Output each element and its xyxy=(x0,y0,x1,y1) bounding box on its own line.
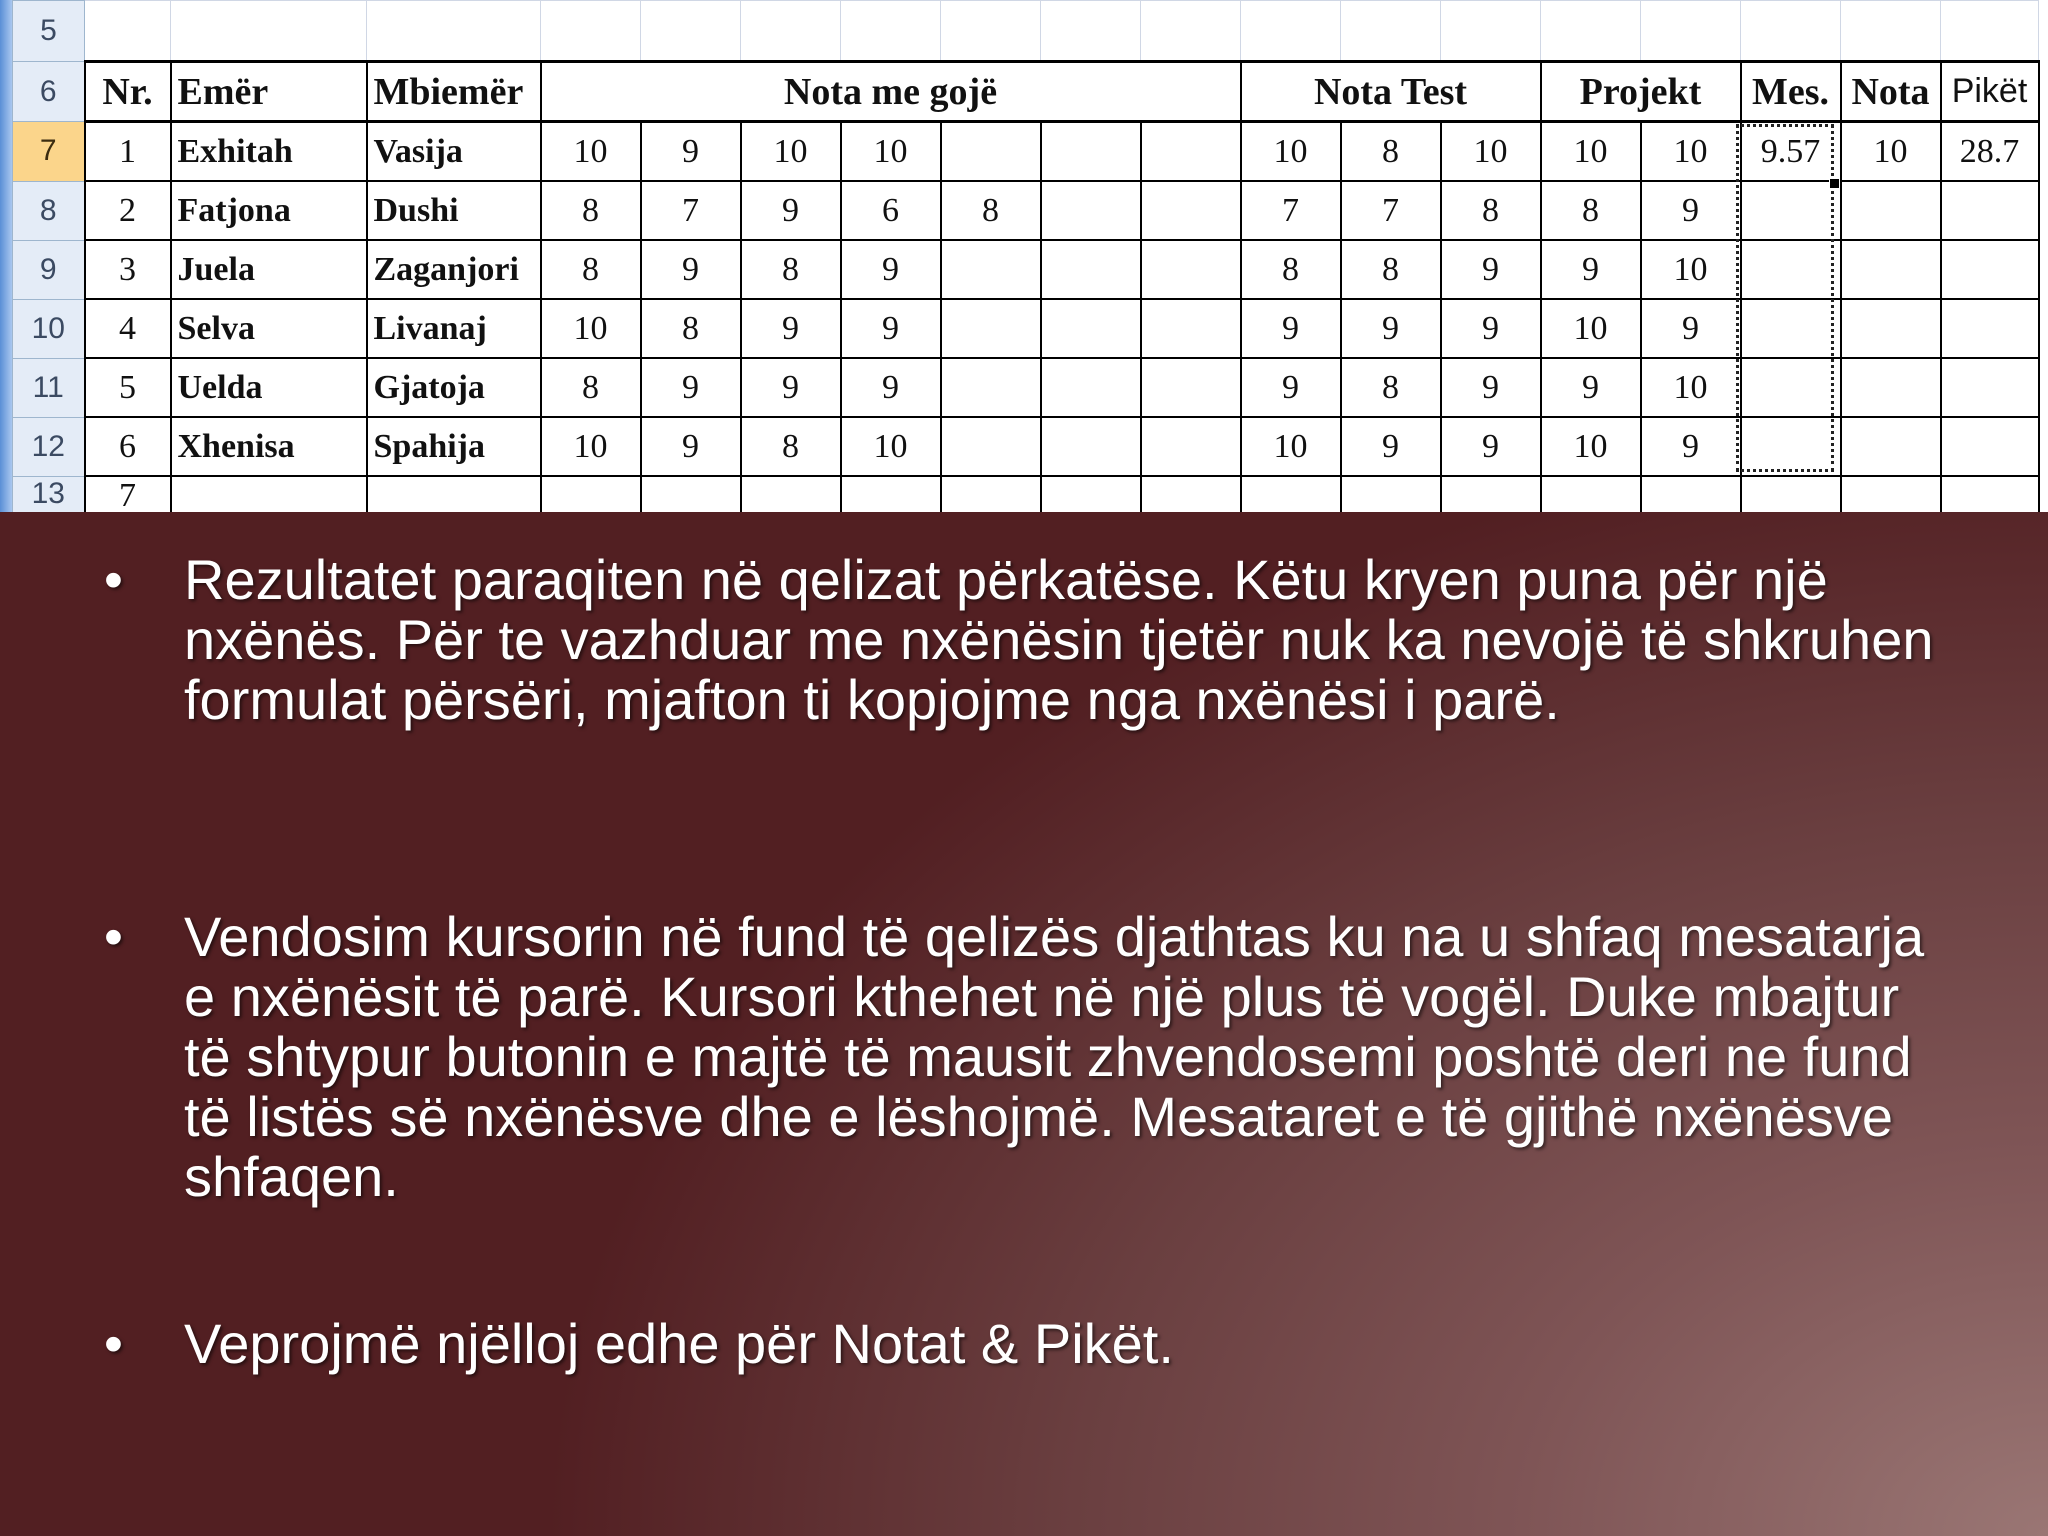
cell-nota-test[interactable]: 8 xyxy=(1441,181,1541,240)
cell-nota[interactable] xyxy=(1841,181,1941,240)
cell-nota-goje[interactable] xyxy=(941,299,1041,358)
cell-projekt[interactable]: 9 xyxy=(1541,358,1641,417)
cell-nota-goje[interactable] xyxy=(941,240,1041,299)
cell-nota-goje[interactable]: 9 xyxy=(741,358,841,417)
cell[interactable] xyxy=(1341,476,1441,512)
cell-emer[interactable]: Fatjona xyxy=(171,181,367,240)
grades-table xyxy=(12,0,2040,512)
cell[interactable] xyxy=(1941,1,2039,62)
cell-nota-goje[interactable]: 9 xyxy=(641,122,741,182)
cell-nota-goje[interactable] xyxy=(941,417,1041,476)
cell-nr[interactable]: 3 xyxy=(85,240,171,299)
cell-nota-test[interactable]: 10 xyxy=(1241,122,1341,182)
cell-nota-goje[interactable]: 8 xyxy=(741,417,841,476)
cell[interactable] xyxy=(741,1,841,62)
cell-mbiemer[interactable]: Livanaj xyxy=(367,299,541,358)
cell-nota-goje[interactable] xyxy=(1041,122,1141,182)
cell[interactable] xyxy=(1941,476,2039,512)
fill-handle[interactable] xyxy=(1829,178,1840,189)
cell-projekt[interactable]: 10 xyxy=(1541,122,1641,182)
cell-projekt[interactable]: 10 xyxy=(1541,417,1641,476)
cell-nota-test[interactable]: 10 xyxy=(1441,122,1541,182)
cell[interactable] xyxy=(1341,1,1441,62)
cell-emer[interactable]: Xhenisa xyxy=(171,417,367,476)
spreadsheet-screenshot xyxy=(0,0,2048,512)
header-emer[interactable]: Emër xyxy=(171,62,367,122)
cell-nota-test[interactable]: 8 xyxy=(1341,358,1441,417)
cell-nota-goje[interactable]: 7 xyxy=(641,181,741,240)
cell[interactable] xyxy=(641,1,741,62)
cell-mes[interactable] xyxy=(1741,181,1841,240)
cell-nota-goje[interactable] xyxy=(1041,299,1141,358)
cell-mes[interactable] xyxy=(1741,417,1841,476)
cell[interactable] xyxy=(367,476,541,512)
cell[interactable] xyxy=(941,1,1041,62)
cell[interactable] xyxy=(1541,476,1641,512)
cell[interactable] xyxy=(1241,476,1341,512)
cell-nota-goje[interactable] xyxy=(1041,358,1141,417)
cell-nota-test[interactable]: 7 xyxy=(1341,181,1441,240)
cell-nota-test[interactable]: 8 xyxy=(1241,240,1341,299)
cell-mbiemer[interactable]: Vasija xyxy=(367,122,541,182)
cell-nota-goje[interactable]: 9 xyxy=(741,181,841,240)
header-nota-me-goje[interactable]: Nota me gojë xyxy=(541,62,1241,122)
bullet-text: Vendosim kursorin në fund të qelizës djathtas ku na u shfaq mesatarja e nxënësit të parë. Kursori kthehet në një plus të vogël. Duke mbajtur të shtypur butonin e majtë të mausit zhvendosemi poshtë deri ne fund të listës së nxënësve dhe e lëshojmë. Mesataret e të gjithë nxënësve shfaqen. xyxy=(184,905,1925,1208)
cell[interactable] xyxy=(1541,1,1641,62)
cell[interactable] xyxy=(541,476,641,512)
cell-piket[interactable] xyxy=(1941,299,2039,358)
cell[interactable] xyxy=(1841,476,1941,512)
cell-nota-goje[interactable] xyxy=(1141,181,1241,240)
cell-piket[interactable] xyxy=(1941,181,2039,240)
cell-projekt[interactable]: 10 xyxy=(1641,358,1741,417)
cell-nota-test[interactable]: 9 xyxy=(1241,299,1341,358)
cell[interactable] xyxy=(941,476,1041,512)
cell-nota-goje[interactable]: 8 xyxy=(541,181,641,240)
cell[interactable] xyxy=(1241,1,1341,62)
cell[interactable] xyxy=(841,1,941,62)
cell-nr[interactable]: 2 xyxy=(85,181,171,240)
cell-mes[interactable]: 9.57 xyxy=(1741,122,1841,182)
cell[interactable] xyxy=(1741,476,1841,512)
bullet-text: Rezultatet paraqiten në qelizat përkatëse. Këtu kryen puna për një nxënës. Për te vazhduar me nxënësin tjetër nuk ka nevojë të shkruhen formulat përsëri, mjafton ti kopjojme nga nxënësi i parë. xyxy=(184,548,1934,731)
cell[interactable] xyxy=(171,476,367,512)
cell[interactable] xyxy=(1741,1,1841,62)
cell-projekt[interactable]: 10 xyxy=(1641,122,1741,182)
cell-emer[interactable]: Exhitah xyxy=(171,122,367,182)
cell-nota-goje[interactable]: 10 xyxy=(541,122,641,182)
cell[interactable] xyxy=(1441,476,1541,512)
cell-nota-goje[interactable]: 10 xyxy=(841,122,941,182)
row-header[interactable]: 12 xyxy=(13,417,85,476)
cell-nr[interactable]: 4 xyxy=(85,299,171,358)
cell-projekt[interactable]: 9 xyxy=(1541,240,1641,299)
cell-nota-test[interactable]: 9 xyxy=(1441,358,1541,417)
cell-nota-test[interactable]: 10 xyxy=(1241,417,1341,476)
cell-nota-test[interactable]: 9 xyxy=(1441,240,1541,299)
cell[interactable] xyxy=(1641,476,1741,512)
cell-nota-goje[interactable] xyxy=(1141,122,1241,182)
cell-mbiemer[interactable]: Gjatoja xyxy=(367,358,541,417)
cell-emer[interactable]: Uelda xyxy=(171,358,367,417)
table-row xyxy=(13,299,2039,358)
cell-projekt[interactable]: 9 xyxy=(1641,299,1741,358)
cell-projekt[interactable]: 9 xyxy=(1641,181,1741,240)
row-header[interactable]: 5 xyxy=(13,1,85,62)
cell[interactable] xyxy=(1041,476,1141,512)
row-header[interactable]: 13 xyxy=(13,476,85,512)
cell-piket[interactable] xyxy=(1941,358,2039,417)
cell-nota-test[interactable]: 8 xyxy=(1341,240,1441,299)
cell-mbiemer[interactable]: Zaganjori xyxy=(367,240,541,299)
row-header[interactable]: 6 xyxy=(13,62,85,122)
cell-nota-goje[interactable]: 9 xyxy=(641,240,741,299)
cell[interactable] xyxy=(1441,1,1541,62)
cell-nota[interactable] xyxy=(1841,240,1941,299)
cell-mes[interactable] xyxy=(1741,240,1841,299)
cell-nota-goje[interactable] xyxy=(1141,417,1241,476)
cell-nr[interactable]: 5 xyxy=(85,358,171,417)
row-header[interactable]: 7 xyxy=(13,122,85,182)
cell-nota-goje[interactable]: 8 xyxy=(541,240,641,299)
cell-nota-goje[interactable] xyxy=(1141,299,1241,358)
cell-nota-goje[interactable]: 8 xyxy=(641,299,741,358)
table-row xyxy=(13,240,2039,299)
cell-nota[interactable] xyxy=(1841,358,1941,417)
cell-nota-test[interactable]: 9 xyxy=(1441,299,1541,358)
cell-mes[interactable] xyxy=(1741,299,1841,358)
cell-emer[interactable]: Selva xyxy=(171,299,367,358)
cell-nota-goje[interactable]: 9 xyxy=(841,358,941,417)
cell-nota-goje[interactable]: 9 xyxy=(641,358,741,417)
cell-nota-test[interactable]: 9 xyxy=(1441,417,1541,476)
window-edge xyxy=(0,0,12,512)
bullet-dot: • xyxy=(104,550,123,610)
bullet-text: Veprojmë njëlloj edhe për Notat & Pikët. xyxy=(184,1312,1174,1375)
cell-nota-goje[interactable] xyxy=(1041,417,1141,476)
cell[interactable] xyxy=(741,476,841,512)
row-header[interactable]: 9 xyxy=(13,240,85,299)
cell-mes[interactable] xyxy=(1741,358,1841,417)
cell-nota-goje[interactable]: 10 xyxy=(741,122,841,182)
cell-nota-test[interactable]: 7 xyxy=(1241,181,1341,240)
cell-nr[interactable]: 1 xyxy=(85,122,171,182)
cell-piket[interactable] xyxy=(1941,417,2039,476)
cell[interactable] xyxy=(1141,1,1241,62)
table-row xyxy=(13,417,2039,476)
row-header[interactable]: 11 xyxy=(13,358,85,417)
cell-nota-test[interactable]: 9 xyxy=(1241,358,1341,417)
bullet-dot: • xyxy=(104,907,123,967)
cell-nota-goje[interactable]: 9 xyxy=(841,240,941,299)
cell-nota-goje[interactable]: 9 xyxy=(741,299,841,358)
cell-nota-test[interactable]: 9 xyxy=(1341,299,1441,358)
cell-nota-goje[interactable] xyxy=(1141,358,1241,417)
table-row xyxy=(13,181,2039,240)
cell-nota-goje[interactable]: 9 xyxy=(641,417,741,476)
cell-emer[interactable]: Juela xyxy=(171,240,367,299)
cell-nota-goje[interactable] xyxy=(941,122,1041,182)
cell-projekt[interactable]: 9 xyxy=(1641,417,1741,476)
cell[interactable] xyxy=(641,476,741,512)
cell[interactable] xyxy=(841,476,941,512)
cell[interactable] xyxy=(1041,1,1141,62)
cell-nota[interactable]: 10 xyxy=(1841,122,1941,182)
cell-nota-goje[interactable] xyxy=(1041,181,1141,240)
cell-nota-goje[interactable] xyxy=(1141,240,1241,299)
cell-nota-goje[interactable]: 9 xyxy=(841,299,941,358)
cell[interactable] xyxy=(367,1,541,62)
header-projekt[interactable]: Projekt xyxy=(1541,62,1741,122)
header-nr[interactable]: Nr. xyxy=(85,62,171,122)
cell-nota-goje[interactable]: 10 xyxy=(541,299,641,358)
cell-nota-goje[interactable]: 10 xyxy=(841,417,941,476)
header-piket[interactable]: Pikët xyxy=(1941,62,2039,122)
cell[interactable] xyxy=(85,1,171,62)
cell-nota-goje[interactable]: 8 xyxy=(541,358,641,417)
header-mes[interactable]: Mes. xyxy=(1741,62,1841,122)
cell-nota-goje[interactable]: 10 xyxy=(541,417,641,476)
cell[interactable] xyxy=(171,1,367,62)
cell[interactable] xyxy=(1141,476,1241,512)
table-row xyxy=(13,358,2039,417)
row-header[interactable]: 8 xyxy=(13,181,85,240)
cell-mbiemer[interactable]: Dushi xyxy=(367,181,541,240)
cell[interactable] xyxy=(541,1,641,62)
cell-nota[interactable] xyxy=(1841,417,1941,476)
cell-piket[interactable]: 28.7 xyxy=(1941,122,2039,182)
header-mbiemer[interactable]: Mbiemër xyxy=(367,62,541,122)
cell-nota-goje[interactable]: 6 xyxy=(841,181,941,240)
bullet-dot: • xyxy=(104,1314,123,1374)
cell-projekt[interactable]: 10 xyxy=(1541,299,1641,358)
table-row xyxy=(13,122,2039,182)
cell-piket[interactable] xyxy=(1941,240,2039,299)
cell-mbiemer[interactable]: Spahija xyxy=(367,417,541,476)
cell-projekt[interactable]: 10 xyxy=(1641,240,1741,299)
cell-nota-goje[interactable] xyxy=(941,358,1041,417)
cell-nr[interactable]: 7 xyxy=(85,476,171,512)
cell-nr[interactable]: 6 xyxy=(85,417,171,476)
cell-nota[interactable] xyxy=(1841,299,1941,358)
cell-nota-goje[interactable]: 8 xyxy=(941,181,1041,240)
cell-nota-goje[interactable] xyxy=(1041,240,1141,299)
cell[interactable] xyxy=(1841,1,1941,62)
cell-nota-test[interactable]: 9 xyxy=(1341,417,1441,476)
header-nota[interactable]: Nota xyxy=(1841,62,1941,122)
row-header[interactable]: 10 xyxy=(13,299,85,358)
cell-nota-test[interactable]: 8 xyxy=(1341,122,1441,182)
header-nota-test[interactable]: Nota Test xyxy=(1241,62,1541,122)
cell[interactable] xyxy=(1641,1,1741,62)
cell-nota-goje[interactable]: 8 xyxy=(741,240,841,299)
cell-projekt[interactable]: 8 xyxy=(1541,181,1641,240)
